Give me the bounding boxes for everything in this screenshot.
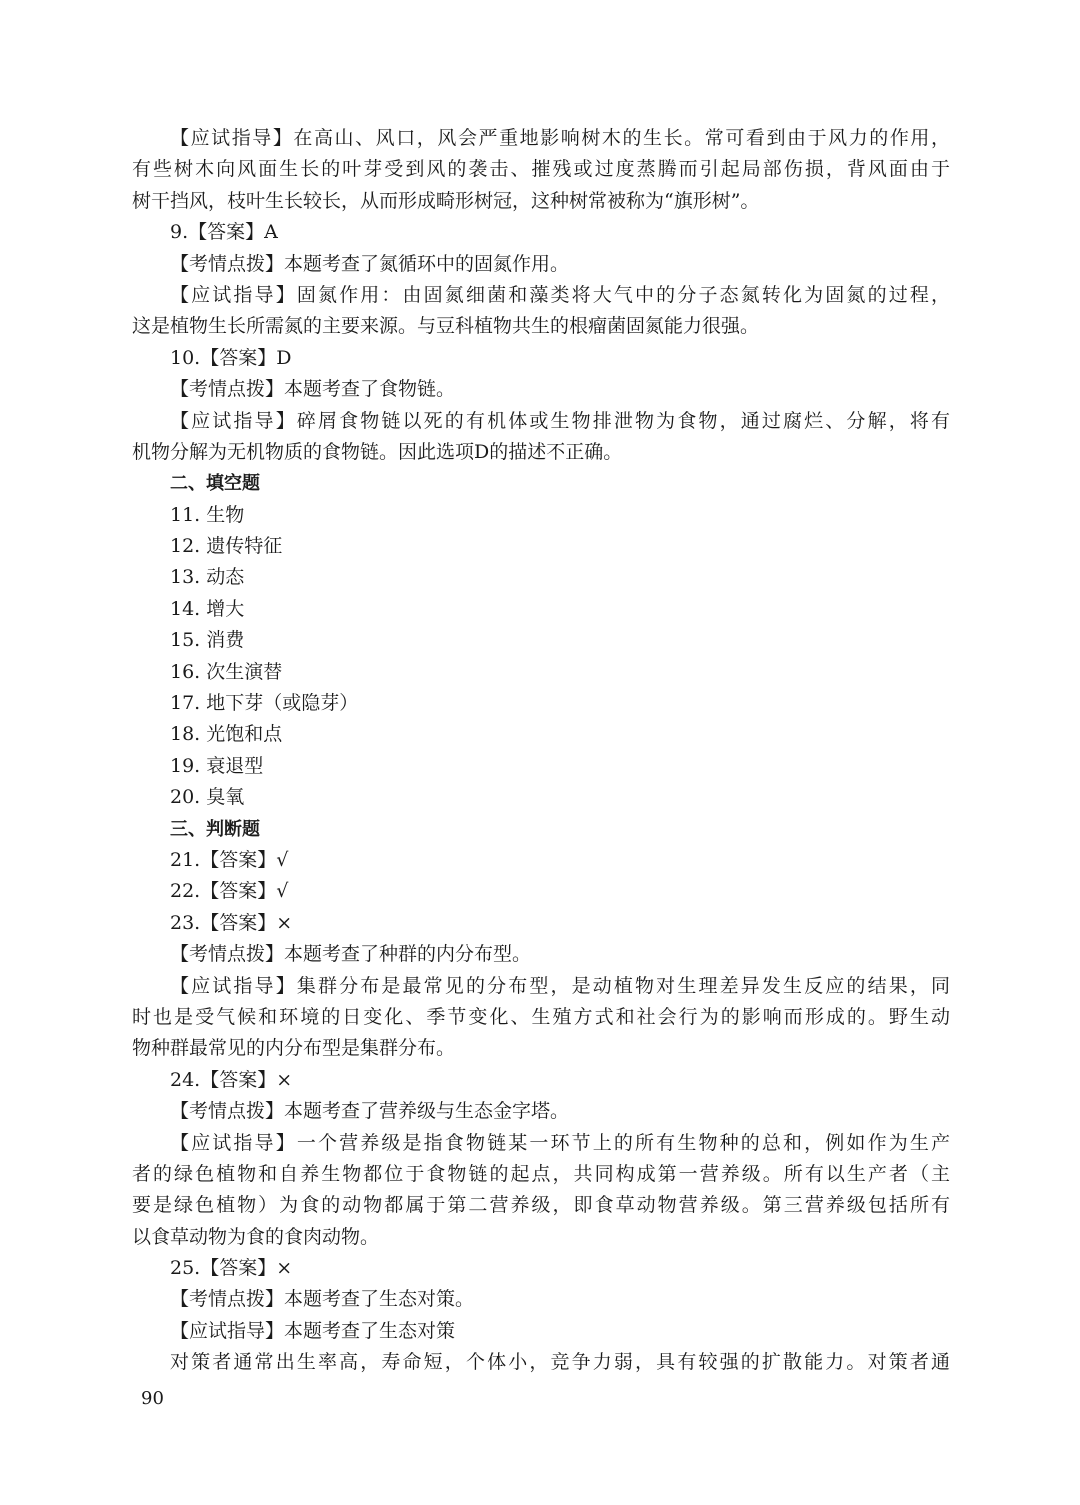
document-body xyxy=(132,123,950,1379)
text-line: 要是绿色植物）为食的动物都属于第二营养级，即食草动物营养级。第三营养级包括所有 xyxy=(132,1194,950,1217)
text-line: 时也是受气候和环境的日变化、季节变化、生殖方式和社会行为的影响而形成的。野生动 xyxy=(132,1005,950,1028)
text-line: 【应试指导】本题考查了生态对策 xyxy=(170,1319,456,1342)
answer-line: 21.【答案】√ xyxy=(170,848,289,871)
answer-line: 11. 生物 xyxy=(170,503,245,526)
text-line: 机物分解为无机物质的食物链。因此选项D的描述不正确。 xyxy=(132,440,623,463)
answer-line: 16. 次生演替 xyxy=(170,660,283,683)
answer-line: 10.【答案】D xyxy=(170,346,292,369)
answer-line: 12. 遗传特征 xyxy=(170,535,283,558)
answer-line: 25.【答案】× xyxy=(170,1257,293,1280)
text-line: 【应试指导】在高山、风口，风会严重地影响树木的生长。常可看到由于风力的作用， xyxy=(170,127,950,149)
text-line: 对策者通常出生率高，寿命短，个体小，竞争力弱，具有较强的扩散能力。对策者通 xyxy=(170,1351,950,1374)
answer-line: 18. 光饱和点 xyxy=(170,723,283,746)
section-heading-true-false: 三、判断题 xyxy=(170,818,260,840)
answer-line: 22.【答案】√ xyxy=(170,880,289,903)
answer-line: 19. 衰退型 xyxy=(170,754,264,777)
text-line: 【应试指导】一个营养级是指食物链某一环节上的所有生物种的总和，例如作为生产 xyxy=(170,1131,950,1154)
text-line: 【应试指导】集群分布是最常见的分布型，是动植物对生理差异发生反应的结果，同 xyxy=(170,974,950,997)
answer-line: 24.【答案】× xyxy=(170,1068,293,1091)
answer-line: 15. 消费 xyxy=(170,629,245,652)
answer-line: 23.【答案】× xyxy=(170,911,293,934)
answer-line: 17. 地下芽（或隐芽） xyxy=(170,692,359,715)
text-line: 【应试指导】碎屑食物链以死的有机体或生物排泄物为食物，通过腐烂、分解，将有 xyxy=(170,409,950,432)
answer-line: 13. 动态 xyxy=(170,566,245,589)
text-line: 者的绿色植物和自养生物都位于食物链的起点，共同构成第一营养级。所有以生产者（主 xyxy=(132,1162,950,1185)
text-line: 【应试指导】固氮作用：由固氮细菌和藻类将大气中的分子态氮转化为固氮的过程， xyxy=(170,283,950,306)
answer-line: 20. 臭氧 xyxy=(170,786,245,809)
text-line: 【考情点拨】本题考查了食物链。 xyxy=(170,378,456,401)
text-line: 【考情点拨】本题考查了营养级与生态金字塔。 xyxy=(170,1100,570,1123)
text-line: 这是植物生长所需氮的主要来源。与豆科植物共生的根瘤菌固氮能力很强。 xyxy=(132,315,760,338)
text-line: 【考情点拨】本题考查了种群的内分布型。 xyxy=(170,943,532,966)
text-line: 树干挡风，枝叶生长较长，从而形成畸形树冠，这种树常被称为“旗形树”。 xyxy=(132,189,760,212)
text-line: 以食草动物为食的食肉动物。 xyxy=(132,1225,380,1248)
page-number: 90 xyxy=(141,1388,164,1409)
answer-line: 14. 增大 xyxy=(170,597,245,620)
text-line: 【考情点拨】本题考查了生态对策。 xyxy=(170,1288,475,1311)
text-line: 物种群最常见的内分布型是集群分布。 xyxy=(132,1037,456,1060)
text-line: 【考情点拨】本题考查了氮循环中的固氮作用。 xyxy=(170,252,570,275)
section-heading-fill-in: 二、填空题 xyxy=(170,473,260,495)
text-line: 有些树木向风面生长的叶芽受到风的袭击、摧残或过度蒸腾而引起局部伤损，背风面由于 xyxy=(132,158,950,181)
answer-line: 9.【答案】A xyxy=(170,221,278,244)
